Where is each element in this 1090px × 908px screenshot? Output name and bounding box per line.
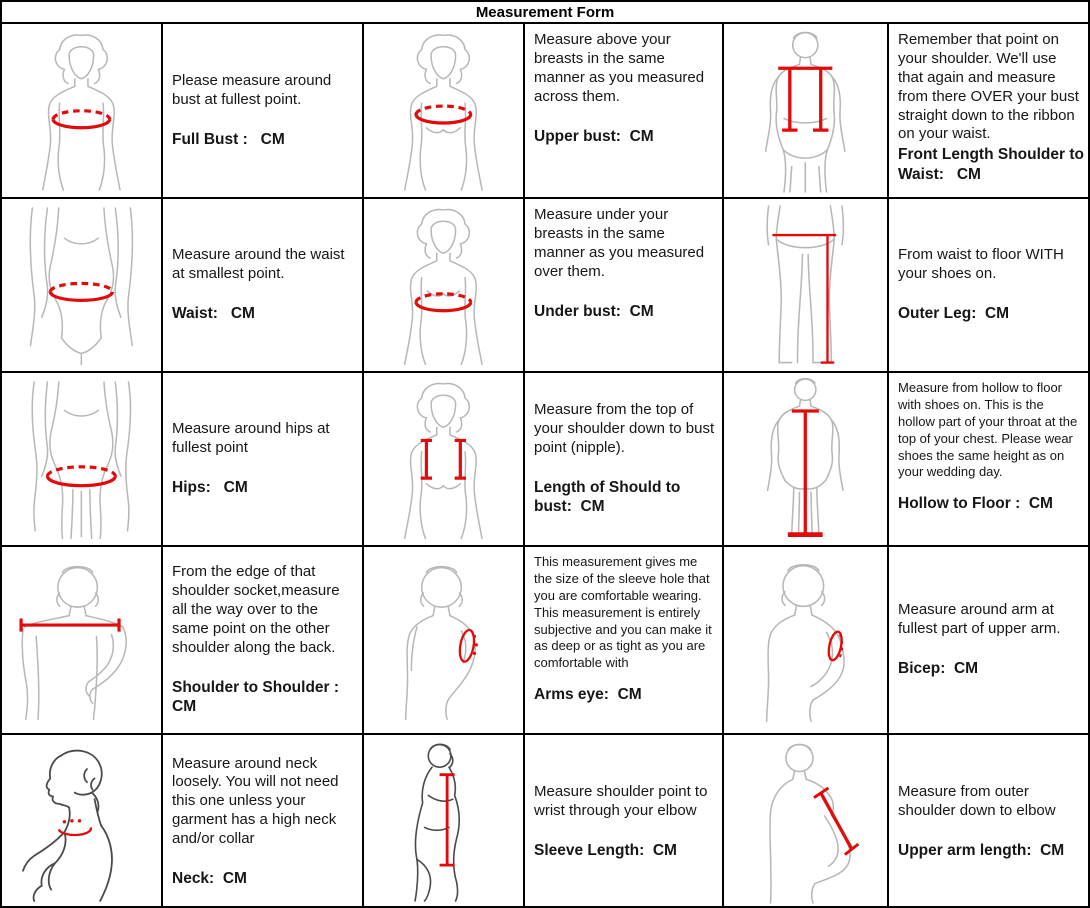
page-title: Measurement Form xyxy=(2,2,1088,24)
measurement-cell-front-length xyxy=(889,24,1088,199)
measurement-label: Hips: CM xyxy=(172,479,248,497)
measurement-cell-under-bust xyxy=(525,199,724,373)
measurement-description: Measure from outer shoulder down to elbow xyxy=(898,782,1056,819)
measurement-cell-arms-eye xyxy=(525,547,724,735)
measurement-cell-neck xyxy=(163,735,364,908)
measurement-cell-full-bust xyxy=(163,24,364,199)
figure-cell xyxy=(724,373,889,547)
measurement-cell-hollow-to-floor xyxy=(889,373,1088,547)
measurement-label: Under bust: CM xyxy=(534,302,654,320)
measurement-cell-sleeve-length xyxy=(525,735,724,908)
figure-cell xyxy=(364,199,525,373)
measurement-description: From waist to floor WITH your shoes on. xyxy=(898,246,1069,283)
hips-figure-icon xyxy=(6,376,157,543)
measurement-cell-hips xyxy=(163,373,364,547)
measurement-label: Outer Leg: CM xyxy=(898,305,1010,323)
measurement-label: Full Bust : CM xyxy=(172,130,285,148)
measurement-label: Arms eye: CM xyxy=(534,686,642,704)
measurement-description: From the edge of that shoulder socket,measure all the way over to the same point on the other shoulder along the back. xyxy=(172,563,344,656)
measurement-label: Upper arm length: CM xyxy=(898,841,1065,859)
measurement-description: Please measure around bust at fullest point. xyxy=(172,71,336,108)
bicep-figure-icon xyxy=(728,550,883,730)
measurement-label: Waist: CM xyxy=(172,305,255,323)
front-length-shoulder-to-waist-figure-icon xyxy=(728,27,883,195)
figure-cell xyxy=(2,735,163,908)
neck-figure-icon xyxy=(6,738,157,906)
outer-leg-figure-icon xyxy=(728,202,883,369)
measurement-cell-outer-leg xyxy=(889,199,1088,373)
measurement-description: Measure around the waist at smallest point. xyxy=(172,246,349,283)
measurement-label: Upper bust: CM xyxy=(534,127,654,145)
measurement-description: Measure around hips at fullest point xyxy=(172,420,334,457)
shoulder-to-bust-figure-icon xyxy=(368,376,519,543)
figure-cell xyxy=(364,547,525,735)
measurement-label: Bicep: CM xyxy=(898,660,979,678)
figure-cell xyxy=(724,735,889,908)
measurement-cell-upper-bust xyxy=(525,24,724,199)
measurement-description: Measure under your breasts in the same manner as you measured over them. xyxy=(534,206,709,280)
full-bust-figure-icon xyxy=(6,27,157,195)
measurement-description: Measure above your breasts in the same manner as you measured across them. xyxy=(534,31,709,105)
measurement-description: Measure around arm at fullest part of upper arm. xyxy=(898,601,1061,638)
waist-figure-icon xyxy=(6,202,157,369)
measurement-label: Shoulder to Shoulder : CM xyxy=(172,678,344,716)
measurement-label: Neck: CM xyxy=(172,869,247,887)
measurement-cell-upper-arm-length xyxy=(889,735,1088,908)
measurement-description: Measure from hollow to floor with shoes on. This is the hollow part of your throat at the top of your chest. Please wear shoes the same height as on your wedding day. xyxy=(898,380,1081,480)
figure-cell xyxy=(2,547,163,735)
upper-bust-figure-icon xyxy=(368,27,519,195)
measurement-table xyxy=(2,24,1088,908)
upper-arm-length-figure-icon xyxy=(728,738,883,906)
arms-eye-figure-icon xyxy=(368,550,519,730)
figure-cell xyxy=(2,373,163,547)
figure-cell xyxy=(364,373,525,547)
hollow-to-floor-figure-icon xyxy=(728,376,883,543)
shoulder-to-shoulder-figure-icon xyxy=(6,550,157,730)
measurement-label: Length of Should to bust: CM xyxy=(534,478,685,516)
measurement-label: Front Length Shoulder to Waist: CM xyxy=(898,146,1088,183)
measurement-cell-shoulder-to-shoulder xyxy=(163,547,364,735)
measurement-description: Measure around neck loosely. You will not need this one unless your garment has a high neck and/or collar xyxy=(172,754,343,848)
measurement-description: Measure shoulder point to wrist through your elbow xyxy=(534,782,712,819)
figure-cell xyxy=(2,24,163,199)
measurement-cell-shoulder-to-bust xyxy=(525,373,724,547)
measurement-cell-bicep xyxy=(889,547,1088,735)
under-bust-figure-icon xyxy=(368,202,519,369)
figure-cell xyxy=(2,199,163,373)
figure-cell xyxy=(364,735,525,908)
measurement-label: Hollow to Floor : CM xyxy=(898,495,1053,513)
figure-cell xyxy=(724,199,889,373)
figure-cell xyxy=(724,24,889,199)
figure-cell xyxy=(364,24,525,199)
measurement-label: Sleeve Length: CM xyxy=(534,841,677,859)
measurement-description: Measure from the top of your shoulder down to bust point (nipple). xyxy=(534,401,719,456)
sleeve-length-figure-icon xyxy=(368,738,519,906)
measurement-description: Remember that point on your shoulder. We'll use that again and measure from there OVER your bust straight down to the ribbon on your waist. xyxy=(898,31,1084,143)
measurement-cell-waist xyxy=(163,199,364,373)
figure-cell xyxy=(724,547,889,735)
measurement-description: This measurement gives me the size of the sleeve hole that you are comfortable wearing. This measurement is entirely subjective and you can make it as deep or as tight as you are comfortable with xyxy=(534,554,716,671)
